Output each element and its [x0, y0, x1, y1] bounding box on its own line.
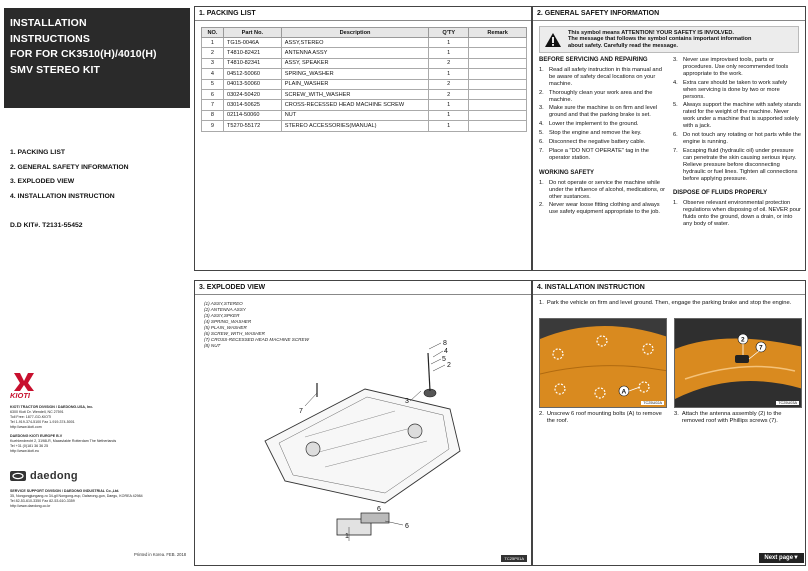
company-name: DAEDONG KIOTI EUROPE B.V [10, 434, 63, 438]
kioti-logo-text: KIOTI [10, 391, 30, 399]
list-item [539, 180, 667, 201]
speaker-right [408, 424, 422, 438]
list-item [673, 132, 801, 146]
warning-triangle-icon [544, 32, 562, 48]
company-line: Toll Free: 1877-GO-KIOTI [10, 415, 52, 419]
callout-1: 1 [345, 533, 349, 540]
table-cell [469, 121, 527, 131]
table-row [202, 121, 527, 131]
table-cell: 8 [202, 110, 224, 120]
fluids-section [673, 190, 801, 228]
list-text: Disconnect the negative battery cable. [549, 139, 646, 146]
section-heading: DISPOSE OF FLUIDS PROPERLY [673, 190, 768, 197]
roof-photo [539, 318, 667, 408]
roof-outline [265, 389, 460, 503]
table-cell: SPRING_WASHER [281, 69, 429, 79]
table-row [202, 38, 527, 48]
roof-photo-illustration [540, 319, 667, 408]
list-number: 1. [539, 179, 544, 186]
document-title-block [4, 8, 190, 108]
table-cell: STEREO ACCESSORIES(MANUAL) [281, 121, 429, 131]
table-cell: T4810-82421 [223, 48, 281, 58]
table-cell: CROSS-RECESSED HEAD MACHINE SCREW [281, 100, 429, 110]
list-number: 6. [673, 132, 678, 139]
safety-right-column [673, 57, 801, 230]
company-line: Tel 82-53-610-3350 Fax 82-53-610-3359 [10, 499, 75, 503]
company-name: KIOTI TRACTOR DIVISION / DAEDONG-USA, Inc. [10, 405, 94, 409]
toc-item-packing-list: 1. PACKING LIST [10, 149, 66, 156]
legend-item: (5) PLAIN_WASHER [204, 325, 247, 330]
list-number: 7. [673, 147, 678, 154]
list-number: 4. [539, 121, 544, 128]
column-header: Description [281, 28, 429, 38]
callout-5: 5 [442, 356, 446, 363]
table-cell: 1 [202, 38, 224, 48]
working-safety-section [539, 170, 667, 216]
legend-item: (7) CROSS-RECESSED HEAD MACHINE SCREW [204, 337, 309, 342]
table-row [202, 69, 527, 79]
column-header: Part No. [223, 28, 281, 38]
table-cell: ASSY, SPEAKER [281, 58, 429, 68]
company-line: 6300 Kioti Dr. Wendell, NC 27591 [10, 410, 64, 414]
packing-list-panel [194, 6, 532, 271]
company-line: http://www.kioti.eu [10, 449, 39, 453]
table-cell: SCREW_WITH_WASHER [281, 89, 429, 99]
table-cell: ASSY,STEREO [281, 38, 429, 48]
table-cell: NUT [281, 110, 429, 120]
list-number: 5. [539, 130, 544, 137]
installation-panel [532, 280, 806, 566]
table-cell: T4810-82341 [223, 58, 281, 68]
kioti-usa-address [10, 405, 93, 430]
antenna-photo [674, 318, 802, 408]
table-cell [469, 79, 527, 89]
safety-panel [532, 6, 806, 271]
table-cell [469, 58, 527, 68]
daedong-logo [10, 470, 78, 482]
print-info: Printed in Korea. FEB. 2018 [134, 552, 187, 557]
table-cell: 03024-50420 [223, 89, 281, 99]
company-line: Tel 1-919-374-5100 Fax 1-919-374-5001 [10, 420, 75, 424]
packing-list-table [201, 27, 527, 132]
toc-item-exploded-view: 3. EXPLODED VIEW [10, 178, 75, 185]
table-header-row [202, 28, 527, 38]
callout-3: 3 [405, 398, 409, 405]
table-cell [469, 89, 527, 99]
attention-line: about safety. Carefully read the message. [568, 42, 678, 49]
list-text: Extra care should be taken to work safely when servicing is done by two or more persons. [683, 79, 788, 100]
list-text: Observe relevant environmental protection regulations when disposing of oil. NEVER pour fluids onto the ground, down a drain, or into any body of water. [683, 200, 801, 228]
table-of-contents [10, 146, 129, 204]
table-cell: 2 [429, 58, 469, 68]
list-text: Never use improvised tools, parts or procedures. Use only recommended tools appropriate to the work. [683, 57, 789, 77]
panel-title: 2. GENERAL SAFETY INFORMATION [533, 7, 805, 21]
table-cell: 2 [202, 48, 224, 58]
list-number: 1. [539, 66, 544, 73]
step-number: 1. [539, 300, 544, 306]
table-cell [469, 69, 527, 79]
before-servicing-list [539, 67, 667, 162]
install-step-2 [539, 411, 667, 425]
list-item [673, 80, 801, 101]
attention-box [539, 26, 799, 53]
table-cell [469, 100, 527, 110]
table-cell: 1 [429, 69, 469, 79]
list-number: 1. [673, 200, 678, 207]
list-item [539, 130, 667, 137]
exploded-view-panel [194, 280, 532, 566]
list-text: Do not operate or service the machine while under the influence of alcohol, medications, or other sustances. [549, 179, 666, 200]
callout-8: 8 [443, 340, 447, 347]
table-cell: 1 [429, 121, 469, 131]
kit-number: D.D KIT#. T2131-55452 [10, 222, 83, 229]
callout-4: 4 [444, 348, 448, 355]
company-line: http://www.kioti.com [10, 425, 42, 429]
table-row [202, 58, 527, 68]
next-page-button[interactable]: Next page▼ [759, 553, 804, 563]
attention-line: This symbol means ATTENTION! YOUR SAFETY IS INVOLVED. [568, 29, 734, 36]
list-item [539, 139, 667, 146]
legend-item: (2) ANTENNA ASSY [204, 307, 246, 312]
list-item [673, 57, 801, 78]
list-text: Make sure the machine is on firm and level ground and that the parking brake is set. [549, 105, 658, 119]
list-item [539, 67, 667, 88]
list-item [673, 102, 801, 130]
list-item [539, 105, 667, 119]
table-cell: 1 [429, 38, 469, 48]
toc-item-installation: 4. INSTALLATION INSTRUCTION [10, 192, 115, 200]
photo-code: TC25U03A [778, 401, 797, 405]
company-line: Kuehlendrecht 2, 3198LR, Maasvlakte Rotterdam The Netherlands [10, 439, 117, 443]
list-item [673, 200, 801, 228]
attention-line: The message that follows the symbol contains important information [568, 36, 752, 43]
section-heading: WORKING SAFETY [539, 169, 594, 176]
callout-6: 6 [405, 523, 409, 530]
antenna-photo-illustration [675, 319, 802, 408]
title-line: SMV STEREO KIT [10, 63, 101, 76]
column-header: Q'TY [429, 28, 469, 38]
table-cell: 9 [202, 121, 224, 131]
safety-left-column [539, 57, 667, 218]
table-cell [469, 48, 527, 58]
table-cell: T5270-55172 [223, 121, 281, 131]
table-cell: TG15-0046A [223, 38, 281, 48]
list-number: 3. [673, 57, 678, 63]
list-text: Escaping fluid (hydraulic oil) under pressure can penetrate the skin causing serious injury. Relieve pressure before disconnecting hydraulic or fuel lines. Tighten all connections before applying pressure. [683, 147, 798, 182]
legend-item: (4) SPRING_WASHER [204, 319, 252, 324]
table-row [202, 48, 527, 58]
list-text: Always support the machine with safety stands rated for the weight of the machine. Never work under a machine that is supported solely with a jack. [683, 102, 801, 130]
table-cell: 2 [429, 89, 469, 99]
list-text: Do not touch any rotating or hot parts while the engine is running. [683, 132, 801, 145]
table-cell: 3 [202, 58, 224, 68]
antenna-rod [428, 353, 430, 391]
list-text: Read all safety instruction in this manual and be aware of safety decal locations on your machine. [549, 66, 662, 87]
company-line: http://www.daedong.co.kr [10, 504, 51, 508]
table-cell [469, 38, 527, 48]
kioti-europe-address [10, 434, 116, 454]
table-cell: 04013-50060 [223, 79, 281, 89]
legend-item: (8) NUT [204, 343, 221, 348]
list-text: Thoroughly clean your work area and the machine. [549, 89, 653, 103]
company-line: Tel +31 (0)181 36 36 25 [10, 444, 49, 448]
stereo-faceplate [361, 513, 389, 523]
table-cell: 03014-50625 [223, 100, 281, 110]
table-row [202, 79, 527, 89]
kioti-logo-icon [8, 371, 42, 399]
safety-continued-list [673, 57, 801, 182]
table-cell: 6 [202, 89, 224, 99]
callout-a: A [621, 388, 627, 396]
column-header: NO. [202, 28, 224, 38]
callout-7: 7 [299, 408, 303, 415]
photo-code: TC25U02A [643, 401, 662, 405]
section-heading: BEFORE SERVICING AND REPAIRING [539, 57, 648, 63]
table-cell: 1 [429, 48, 469, 58]
callout-7: 7 [759, 344, 763, 352]
legend-item: (1) ASSY,STEREO [204, 301, 243, 306]
daedong-emblem-icon [10, 471, 26, 481]
list-number: 4. [673, 79, 678, 86]
title-line: INSTRUCTIONS [10, 32, 90, 45]
list-text: Stop the engine and remove the key. [549, 130, 642, 137]
step-number: 3. [674, 411, 679, 417]
list-item [539, 90, 667, 104]
table-cell: 1 [429, 110, 469, 120]
step-text: Unscrew 6 roof mounting bolts (A) to remove the roof. [546, 411, 662, 424]
table-row [202, 100, 527, 110]
step-number: 2. [539, 411, 544, 417]
table-cell: PLAIN_WASHER [281, 79, 429, 89]
table-cell: 5 [202, 79, 224, 89]
table-cell: 4 [202, 69, 224, 79]
company-name: SERVICE SUPPORT DIVISION / DAEDONG INDUSTRIAL Co.,Ltd. [10, 489, 120, 493]
list-text: Place a "DO NOT OPERATE" tag in the operator station. [549, 147, 649, 161]
table-cell [469, 110, 527, 120]
exploded-view-diagram [245, 331, 495, 541]
table-row [202, 89, 527, 99]
table-cell: 2 [429, 79, 469, 89]
daedong-logo-text: daedong [30, 470, 78, 482]
list-item [539, 202, 667, 216]
list-number: 6. [539, 139, 544, 146]
list-item [539, 148, 667, 162]
column-header: Remark [469, 28, 527, 38]
callout-2: 2 [447, 362, 451, 369]
list-text: Never wear loose fitting clothing and always use safety equipment appropriate to the job. [549, 202, 660, 216]
working-safety-list [539, 180, 667, 217]
step-text: Park the vehicle on firm and level ground. Then, engage the parking brake and stop the engine. [546, 300, 792, 306]
list-number: 2. [539, 202, 544, 209]
title-line: INSTALLATION [10, 17, 87, 29]
speaker-left [306, 442, 320, 456]
company-line: 35, Nongongjungang-ro 34-gil Nongong-eup, Dalseong-gun, Daegu, KOREA 42984 [10, 494, 143, 498]
table-cell: 7 [202, 100, 224, 110]
list-number: 3. [539, 105, 544, 112]
list-number: 2. [539, 89, 544, 96]
panel-title: 4. INSTALLATION INSTRUCTION [533, 281, 805, 295]
legend-item: (6) SCREW_WITH_WASHER [204, 331, 265, 336]
list-item [673, 148, 801, 183]
install-step-3 [674, 411, 802, 425]
table-row [202, 110, 527, 120]
panel-title: 3. EXPLODED VIEW [195, 281, 531, 295]
figure-code: TC25P01A [501, 555, 527, 562]
legend-item: (3) ASSY,SPKER [204, 313, 240, 318]
daedong-address [10, 489, 143, 509]
fluids-list [673, 200, 801, 228]
step-text: Attach the antenna assembly (2) to the removed roof with Phillips screws (7). [681, 411, 782, 424]
toc-item-safety: 2. GENERAL SAFETY INFORMATION [10, 163, 129, 171]
callout-2: 2 [741, 336, 745, 344]
table-cell: 02114-50060 [223, 110, 281, 120]
install-step-1 [539, 300, 799, 307]
attention-text [568, 30, 751, 50]
list-text: Lower the implement to the ground. [549, 121, 639, 128]
table-cell: 1 [429, 100, 469, 110]
table-cell: 04512-50060 [223, 69, 281, 79]
title-line: FOR FOR CK3510(H)/4010(H) [10, 48, 157, 60]
list-number: 7. [539, 147, 544, 154]
table-cell: ANTENNA ASSY [281, 48, 429, 58]
list-item [539, 121, 667, 128]
callout-6b: 6 [377, 506, 381, 513]
panel-title: 1. PACKING LIST [195, 7, 531, 21]
list-number: 5. [673, 102, 678, 109]
